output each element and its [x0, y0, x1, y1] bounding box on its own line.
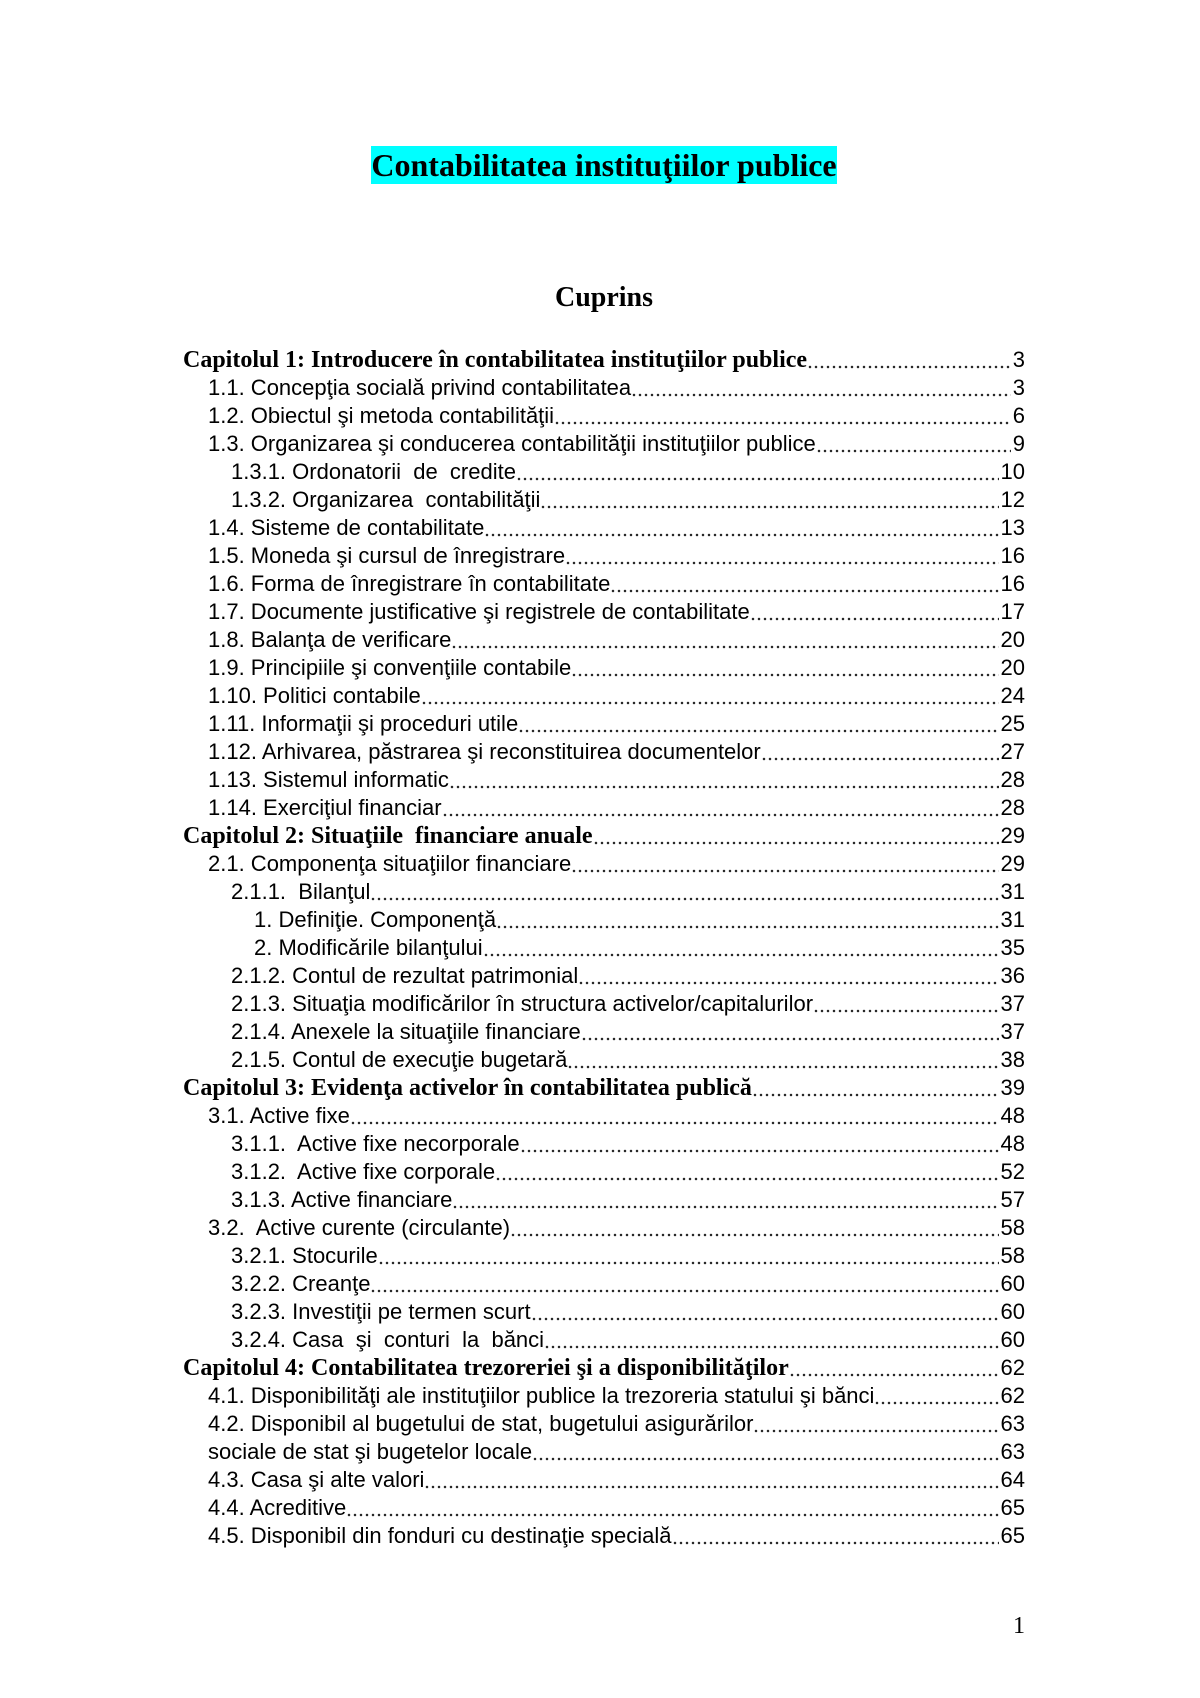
toc-entry-page: 29 [1000, 851, 1025, 876]
toc-entry-title: 1.6. Forma de înregistrare în contabilitate [208, 571, 611, 596]
toc-entry-page: 28 [1000, 767, 1025, 792]
dot-leader [814, 990, 998, 1018]
toc-entry-title: 3.1.1. Active fixe necorporale [231, 1131, 520, 1156]
toc-entry-page: 25 [1000, 711, 1025, 736]
dot-leader [379, 1242, 999, 1270]
dot-leader [582, 1018, 999, 1046]
dot-leader [496, 1158, 998, 1186]
toc-entry-title: 1.1. Concepţia socială privind contabilitatea [208, 375, 632, 400]
toc-entry-page: 62 [1000, 1383, 1025, 1408]
toc-entry [183, 654, 1025, 682]
toc-entry-page: 62 [1000, 1355, 1025, 1380]
toc-entry-page: 60 [1000, 1299, 1025, 1324]
toc-entry-page: 13 [1000, 515, 1025, 540]
toc-chapter-entry [183, 1354, 1025, 1382]
toc-entry-title: 1.5. Moneda şi cursul de înregistrare [208, 543, 566, 568]
toc-entry-title: 4.4. Acreditive [208, 1495, 347, 1520]
dot-leader [762, 738, 999, 766]
toc-entry-title: 1. Definiţie. Componenţă [254, 907, 497, 932]
toc-entry-title: Capitolul 4: Contabilitatea trezoreriei şi a disponibilităţilor [183, 1355, 789, 1381]
dot-leader [453, 1186, 998, 1214]
toc-entry-title: 2. Modificările bilanţului [254, 935, 483, 960]
dot-leader [566, 542, 998, 570]
toc-entry-title: 1.2. Obiectul şi metoda contabilităţii [208, 403, 555, 428]
toc-entry [183, 1522, 1025, 1550]
dot-leader [808, 346, 1011, 374]
toc-entry-title: 3.1. Active fixe [208, 1103, 350, 1128]
toc-chapter-entry [183, 1074, 1025, 1102]
toc-entry [183, 682, 1025, 710]
dot-leader [673, 1522, 999, 1550]
toc-entry-title: 4.3. Casa şi alte valori [208, 1467, 425, 1492]
toc-entry-page: 36 [1000, 963, 1025, 988]
toc-entry [183, 1186, 1025, 1214]
toc-entry-title: 2.1.2. Contul de rezultat patrimonial [231, 963, 579, 988]
dot-leader [632, 374, 1011, 402]
toc-entry-title: 3.2.1. Stocurile [231, 1243, 378, 1268]
toc-chapter-entry [183, 346, 1025, 374]
dot-leader [572, 850, 998, 878]
toc-entry-page: 12 [1000, 487, 1025, 512]
toc-entry [183, 934, 1025, 962]
dot-leader [371, 1270, 998, 1298]
toc-entry-page: 65 [1000, 1495, 1025, 1520]
toc-entry [183, 710, 1025, 738]
title-block [183, 145, 1025, 185]
dot-leader [568, 1046, 998, 1074]
dot-leader [347, 1494, 998, 1522]
toc-entry-page: 58 [1000, 1215, 1025, 1240]
dot-leader [511, 1214, 998, 1242]
toc-entry-title: 1.4. Sisteme de contabilitate [208, 515, 485, 540]
toc-entry-title: 3.2.4. Casa şi conturi la bănci [231, 1327, 545, 1352]
toc-entry-page: 63 [1000, 1411, 1025, 1436]
toc-entry-title: 1.14. Exerciţiul financiar [208, 795, 442, 820]
toc-entry-title: Capitolul 3: Evidenţa activelor în contabilitatea publică [183, 1075, 752, 1101]
toc-entry-page: 58 [1000, 1243, 1025, 1268]
toc-entry-page: 6 [1012, 403, 1025, 428]
toc-entry-title: 1.3. Organizarea şi conducerea contabilităţii instituţiilor publice [208, 431, 816, 456]
toc-entry-page: 29 [1000, 823, 1025, 848]
dot-leader [533, 1438, 998, 1466]
toc-entry [183, 542, 1025, 570]
toc-entry [183, 570, 1025, 598]
toc-entry-title: 2.1.5. Contul de execuţie bugetară [231, 1047, 568, 1072]
toc-entry-page: 65 [1000, 1523, 1025, 1548]
toc-entry-title: 2.1. Componenţa situaţiilor financiare [208, 851, 572, 876]
toc-entry-page: 35 [1000, 935, 1025, 960]
toc-entry-title: 1.8. Balanţa de verificare [208, 627, 452, 652]
toc-entry-page: 57 [1000, 1187, 1025, 1212]
table-of-contents [183, 346, 1025, 1550]
toc-entry [183, 1242, 1025, 1270]
dot-leader [572, 654, 998, 682]
toc-entry-title: 3.1.3. Active financiare [231, 1187, 453, 1212]
dot-leader [443, 794, 999, 822]
dot-leader [541, 486, 998, 514]
dot-leader [450, 766, 999, 794]
toc-entry-title: 3.1.2. Active fixe corporale [231, 1159, 496, 1184]
toc-entry-page: 27 [1000, 739, 1025, 764]
toc-entry [183, 1466, 1025, 1494]
toc-entry-title: 2.1.1. Bilanţul [231, 879, 371, 904]
toc-entry-page: 52 [1000, 1159, 1025, 1184]
dot-leader [611, 570, 998, 598]
toc-heading: Cuprins [554, 282, 654, 313]
dot-leader [521, 1130, 999, 1158]
dot-leader [753, 1074, 999, 1102]
toc-entry-page: 48 [1000, 1131, 1025, 1156]
toc-entry-page: 20 [1000, 655, 1025, 680]
toc-entry-title: 4.5. Disponibil din fonduri cu destinaţie specială [208, 1523, 672, 1548]
toc-entry-page: 38 [1000, 1047, 1025, 1072]
toc-entry-page: 31 [1000, 879, 1025, 904]
dot-leader [532, 1298, 999, 1326]
dot-leader [425, 1466, 998, 1494]
toc-entry-title: Capitolul 2: Situaţiile financiare anuale [183, 823, 593, 849]
dot-leader [497, 906, 998, 934]
dot-leader [790, 1354, 999, 1382]
toc-entry [183, 878, 1025, 906]
toc-entry [183, 514, 1025, 542]
toc-entry [183, 1158, 1025, 1186]
toc-entry [183, 598, 1025, 626]
toc-entry-title: 1.7. Documente justificative şi registrele de contabilitate [208, 599, 750, 624]
toc-entry-page: 48 [1000, 1103, 1025, 1128]
toc-entry [183, 906, 1025, 934]
toc-entry-title: 1.10. Politici contabile [208, 683, 421, 708]
toc-entry [183, 738, 1025, 766]
toc-entry [183, 1130, 1025, 1158]
toc-entry-page: 3 [1012, 375, 1025, 400]
dot-leader [452, 626, 998, 654]
toc-entry-page: 3 [1012, 347, 1025, 372]
toc-entry [183, 374, 1025, 402]
toc-entry-title: 3.2.2. Creanţe [231, 1271, 371, 1296]
toc-entry-page: 39 [1000, 1075, 1025, 1100]
toc-entry [183, 626, 1025, 654]
toc-entry-page: 16 [1000, 543, 1025, 568]
toc-entry-page: 9 [1012, 431, 1025, 456]
toc-entry-page: 17 [1000, 599, 1025, 624]
toc-entry-page: 60 [1000, 1271, 1025, 1296]
dot-leader [519, 710, 998, 738]
toc-entry-title: 2.1.3. Situaţia modificărilor în structura activelor/capitalurilor [231, 991, 814, 1016]
toc-entry-page: 20 [1000, 627, 1025, 652]
dot-leader [555, 402, 1011, 430]
toc-entry [183, 1018, 1025, 1046]
toc-entry [183, 1438, 1025, 1466]
toc-entry-page: 10 [1000, 459, 1025, 484]
toc-entry [183, 458, 1025, 486]
dot-leader [484, 934, 999, 962]
toc-entry-title: 3.2.3. Investiţii pe termen scurt [231, 1299, 531, 1324]
dot-leader [351, 1102, 999, 1130]
toc-entry [183, 766, 1025, 794]
toc-entry-page: 60 [1000, 1327, 1025, 1352]
toc-entry-page: 24 [1000, 683, 1025, 708]
dot-leader [817, 430, 1011, 458]
toc-entry-page: 37 [1000, 1019, 1025, 1044]
toc-entry [183, 486, 1025, 514]
dot-leader [594, 822, 999, 850]
toc-entry [183, 1382, 1025, 1410]
toc-entry [183, 850, 1025, 878]
toc-entry-page: 28 [1000, 795, 1025, 820]
toc-entry-title: 2.1.4. Anexele la situaţiile financiare [231, 1019, 581, 1044]
toc-entry [183, 990, 1025, 1018]
toc-entry-title: 1.3.1. Ordonatorii de credite [231, 459, 516, 484]
toc-entry [183, 1326, 1025, 1354]
toc-entry-title: 1.12. Arhivarea, păstrarea şi reconstituirea documentelor [208, 739, 761, 764]
toc-entry-title: 1.3.2. Organizarea contabilităţii [231, 487, 541, 512]
dot-leader [371, 878, 998, 906]
dot-leader [517, 458, 999, 486]
toc-entry-page: 37 [1000, 991, 1025, 1016]
toc-entry [183, 1270, 1025, 1298]
toc-entry-title: 4.2. Disponibil al bugetului de stat, bugetului asigurărilor [208, 1411, 754, 1436]
dot-leader [875, 1382, 998, 1410]
toc-entry-title: 1.13. Sistemul informatic [208, 767, 449, 792]
toc-entry-title: 1.11. Informaţii şi proceduri utile [208, 711, 519, 736]
toc-entry-title: sociale de stat şi bugetelor locale [208, 1439, 533, 1464]
dot-leader [751, 598, 999, 626]
document-title: Contabilitatea instituţiilor publice [371, 147, 837, 183]
toc-entry [183, 430, 1025, 458]
toc-entry-title: 4.1. Disponibilităţi ale instituţiilor publice la trezoreria statului şi bănci [208, 1383, 875, 1408]
page-number: 1 [1013, 1613, 1025, 1639]
dot-leader [754, 1410, 998, 1438]
toc-entry [183, 1494, 1025, 1522]
toc-entry-title: Capitolul 1: Introducere în contabilitatea instituţiilor publice [183, 347, 808, 373]
toc-entry-page: 64 [1000, 1467, 1025, 1492]
toc-entry [183, 1102, 1025, 1130]
toc-entry [183, 1410, 1025, 1438]
toc-entry [183, 794, 1025, 822]
toc-chapter-entry [183, 822, 1025, 850]
toc-entry [183, 1046, 1025, 1074]
toc-entry-page: 16 [1000, 571, 1025, 596]
dot-leader [422, 682, 999, 710]
toc-entry [183, 962, 1025, 990]
dot-leader [545, 1326, 998, 1354]
dot-leader [485, 514, 998, 542]
toc-entry-title: 1.9. Principiile şi convenţiile contabile [208, 655, 572, 680]
toc-entry [183, 402, 1025, 430]
toc-entry-page: 63 [1000, 1439, 1025, 1464]
toc-entry-page: 31 [1000, 907, 1025, 932]
toc-entry [183, 1298, 1025, 1326]
toc-entry-title: 3.2. Active curente (circulante) [208, 1215, 511, 1240]
toc-entry [183, 1214, 1025, 1242]
dot-leader [579, 962, 998, 990]
